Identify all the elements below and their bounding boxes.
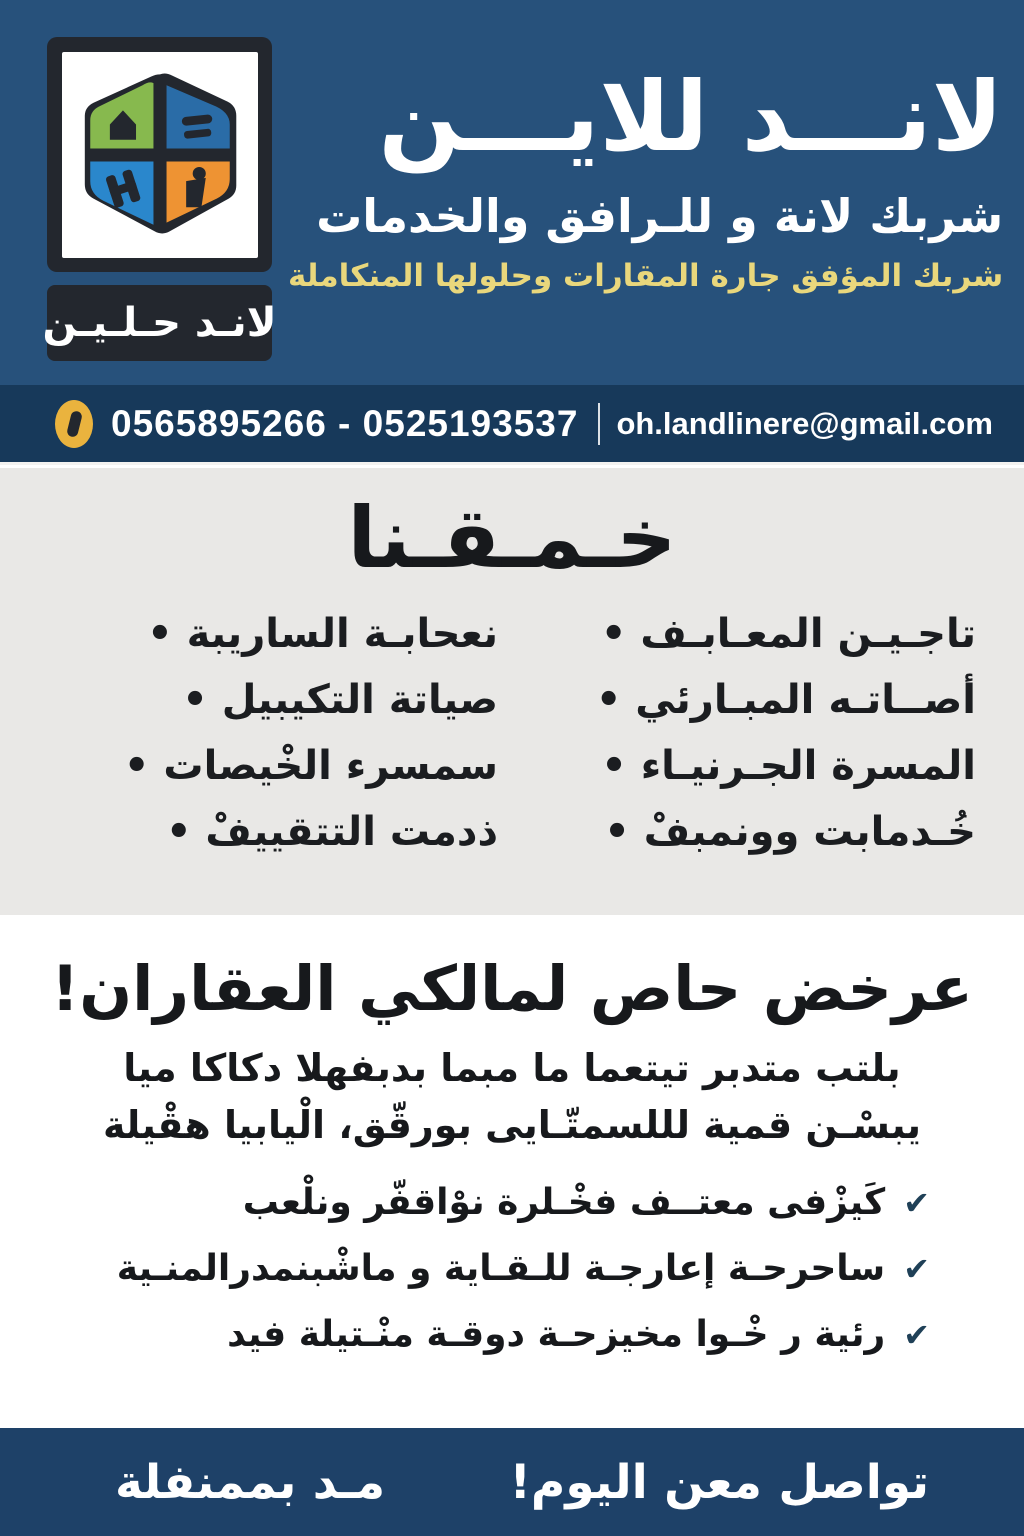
list-item: خُـدمابت وونمبفْ • (604, 808, 976, 855)
phone-icon (55, 400, 93, 448)
list-item: تاجـيـن المعـابـف • (600, 610, 976, 657)
offer-body (0, 1040, 1024, 1154)
services-left-column (20, 601, 498, 865)
list-item (20, 1302, 930, 1368)
footer-secondary-text: مـد بممنفلة (115, 1454, 386, 1510)
offer-section (0, 915, 1024, 1428)
logo-caption: لانـد حـلـيـن (47, 285, 272, 361)
list-item (20, 1236, 930, 1302)
header (0, 0, 1024, 385)
offer-body-line: يبسْـن قمية لللسمتّـايى بورقّق، الْيابيا هقْيلة (102, 1102, 922, 1147)
logo-frame (47, 37, 272, 272)
title-block (278, 0, 1024, 385)
logo-emblem-icon (75, 70, 245, 240)
check-item-label: كَيزْفى معتــف فخْـلرة نوْاقفّر ونلْعب (242, 1181, 886, 1223)
list-item: نعحابـة الساريبة • (147, 610, 498, 657)
list-item: المسرة الجـرنيـاء • (601, 742, 976, 789)
brand-subtitle: شربك لانة و للـرافق والخدمات (316, 189, 1004, 244)
check-item-label: ساحرحـة إعارجـة للـقـاية و ماشْبنمدرالمنـية (116, 1247, 886, 1289)
services-heading: خـمـقـنا (347, 489, 677, 587)
list-item: أصــاتـه المبـارئي • (595, 676, 976, 723)
logo (0, 0, 278, 385)
offer-heading: عرخض حاص لمالكي العقاران! (50, 952, 974, 1025)
list-item: ذدمت التتقييفْ • (165, 808, 498, 855)
check-icon: ✔ (903, 1249, 930, 1288)
offer-checklist (0, 1170, 1024, 1368)
services-section (0, 468, 1024, 915)
contact-email: oh.landlinere@gmail.com (616, 405, 993, 441)
check-icon: ✔ (903, 1315, 930, 1354)
services-columns (0, 601, 1024, 865)
footer-cta: تواصل معن اليوم! (509, 1454, 929, 1510)
offer-body-line: بلتب متدبر تيتعما ما مبما بدبفهلا دكاكا ميا (123, 1045, 901, 1090)
check-icon: ✔ (903, 1183, 930, 1222)
list-item: سمسرء الخْيصات • (123, 742, 498, 789)
list-item: صياتة التكيبيل • (182, 676, 498, 723)
phone-numbers: 0565895266 - 0525193537 (111, 402, 579, 444)
check-item-label: رئية ر خْـوا مخيزحـة دوقـة منْـتيلة فيد (227, 1313, 886, 1355)
brand-title: لانـــد للايـــن (378, 61, 1004, 173)
contact-divider (598, 403, 600, 445)
services-right-column (498, 601, 976, 865)
phone-handset-glyph (66, 410, 83, 438)
logo-inner-panel (62, 52, 258, 258)
footer (0, 1428, 1024, 1536)
brand-tagline: شربك المؤفق جارة المقارات وحلولها المنكاملة (288, 258, 1004, 295)
contact-bar (0, 385, 1024, 465)
list-item (20, 1170, 930, 1236)
